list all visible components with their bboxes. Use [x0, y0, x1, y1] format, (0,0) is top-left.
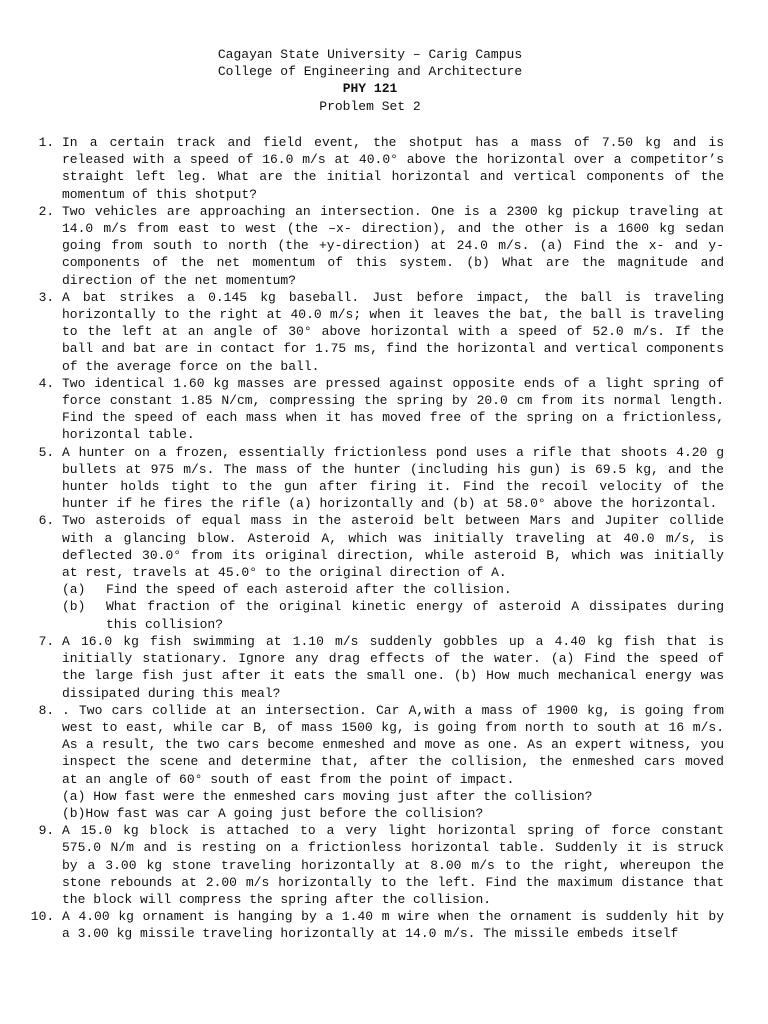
problem-text: In a certain track and field event, the shotput has a mass of 7.50 kg and is released with a speed of 16.0 m/s at 40.0° above the horizontal over a competitor’s straight left leg. What are the initial horizontal and vertical components of the momentum of this shotput? [62, 135, 724, 202]
problem-number: 9. [38, 823, 55, 839]
problem-number: 3. [38, 289, 55, 305]
sub-question-a: (a) How fast were the enmeshed cars moving just after the collision? [62, 788, 593, 804]
college-name: College of Engineering and Architecture [217, 64, 523, 80]
problem-text: A 4.00 kg ornament is hanging by a 1.40 m wire when the ornament is suddenly hit by a 3.00 kg missile traveling horizontally at 14.0 m/s. The missile embeds itself [62, 909, 724, 942]
problem-item-4 [20, 375, 724, 444]
sub-question-label: (b) [62, 599, 86, 615]
problem-text: A bat strikes a 0.145 kg baseball. Just before impact, the ball is traveling horizontally to the right at 40.0 m/s; when it leaves the bat, the ball is traveling to the left at an angle of 30° above horizontal with a speed of 52.0 m/s. If the ball and bat are in contact for 1.75 ms, find the horizontal and vertical components of the average force on the ball. [62, 289, 724, 374]
problem-number: 6. [38, 513, 55, 529]
problem-number: 1. [38, 135, 55, 150]
sub-question-text: What fraction of the original kinetic energy of asteroid A dissipates during this collision? [106, 599, 724, 632]
problem-item-9 [20, 822, 724, 908]
problem-item-2 [20, 203, 724, 289]
sub-question-b [62, 598, 724, 632]
problem-number: 7. [38, 633, 55, 649]
problem-number: 4. [38, 375, 55, 391]
problem-item-5 [20, 444, 724, 513]
sub-question-b: (b)How fast was car A going just before the collision? [62, 805, 484, 821]
problem-number: 2. [38, 203, 55, 219]
problem-item-3 [20, 289, 724, 375]
problem-list [20, 134, 724, 943]
sub-question-label: (a) [62, 582, 86, 598]
document-header [0, 46, 740, 115]
problem-text: Two vehicles are approaching an intersection. One is a 2300 kg pickup traveling at 14.0 m/s from east to west (the –x- direction), and the other is a 1600 kg sedan going from south to north (the +y-direction) at 24.0 m/s. (a) Find the x- and y-components of the net momentum of this system. (b) What are the magnitude and direction of the net momentum? [62, 203, 724, 288]
problem-number: 10. [30, 909, 55, 925]
problem-text: . Two cars collide at an intersection. Car A,with a mass of 1900 kg, is going from west to east, while car B, of mass 1500 kg, is going from north to south at 16 m/s. As a result, the two cars become enmeshed and move as one. As an expert witness, you inspect the scene and determine that, after the collision, the enmeshed cars moved at an angle of 60° south of east from the point of impact. [62, 702, 724, 787]
problem-set-title: Problem Set 2 [319, 98, 421, 114]
problem-body [62, 702, 724, 822]
problem-number: 5. [38, 444, 55, 460]
sub-question-text: Find the speed of each asteroid after the collision. [106, 582, 512, 598]
problem-item-6 [20, 512, 724, 632]
problem-item-10 [20, 908, 724, 942]
problem-text: A hunter on a frozen, essentially frictionless pond uses a rifle that shoots 4.20 g bullets at 975 m/s. The mass of the hunter (including his gun) is 69.5 kg, and the hunter holds tight to the gun after firing it. Find the recoil velocity of the hunter if he fires the rifle (a) horizontally and (b) at 58.0° above the horizontal. [62, 444, 724, 512]
problem-text: A 15.0 kg block is attached to a very light horizontal spring of force constant 575.0 N/m and is resting on a frictionless horizontal table. Suddenly it is struck by a 3.00 kg stone traveling horizontally at 8.00 m/s to the right, whereupon the stone rebounds at 2.00 m/s horizontally to the left. Find the maximum distance that the block will compress the spring after the collision. [62, 823, 724, 907]
sub-question-a [62, 581, 724, 598]
university-name: Cagayan State University – Carig Campus [217, 47, 523, 62]
course-code: PHY 121 [342, 81, 398, 97]
problem-text: Two asteroids of equal mass in the asteroid belt between Mars and Jupiter collide with a glancing blow. Asteroid A, which was initially traveling at 40.0 m/s, is deflected 30.0° from its original direction, while asteroid B, which was initially at rest, travels at 45.0° to the original direction of A. [62, 513, 724, 581]
problem-body [62, 512, 724, 632]
problem-text: A 16.0 kg fish swimming at 1.10 m/s suddenly gobbles up a 4.40 kg fish that is initially stationary. Ignore any drag effects of the water. (a) Find the speed of the large fish just after it eats the small one. (b) How much mechanical energy was dissipated during this meal? [62, 633, 724, 701]
problem-text: Two identical 1.60 kg masses are pressed against opposite ends of a light spring of force constant 1.85 N/cm, compressing the spring by 20.0 cm from its normal length. Find the speed of each mass when it has moved free of the spring on a frictionless, horizontal table. [62, 375, 724, 443]
problem-item-1 [20, 134, 724, 203]
problem-number: 8. [38, 702, 55, 718]
problem-item-8 [20, 702, 724, 822]
problem-item-7 [20, 633, 724, 702]
